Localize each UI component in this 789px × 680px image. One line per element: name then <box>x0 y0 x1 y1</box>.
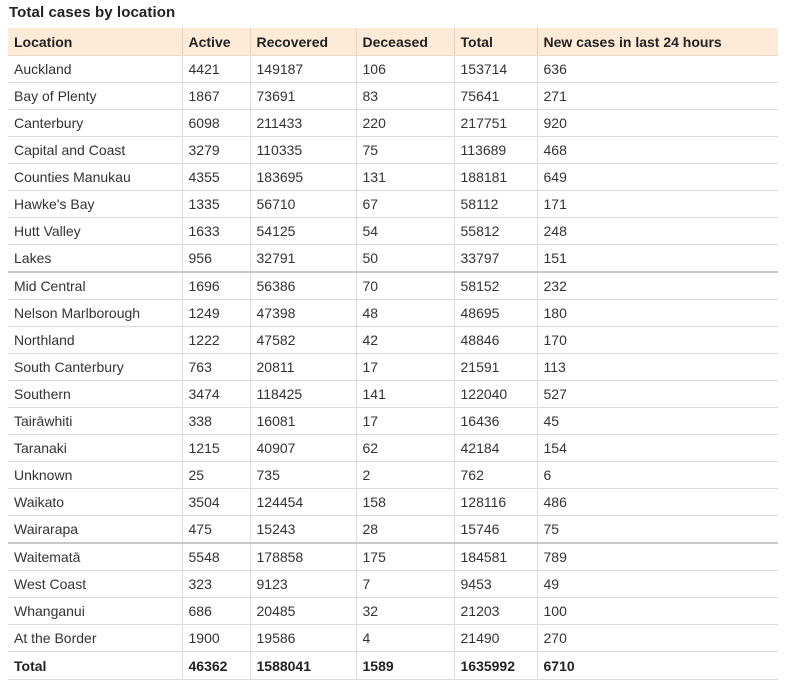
total-cell: 762 <box>454 462 537 489</box>
location-cell: Bay of Plenty <box>8 83 182 110</box>
total-cell: 16436 <box>454 408 537 435</box>
total-cell: 58152 <box>454 272 537 300</box>
active-cell: 1696 <box>182 272 250 300</box>
table-row <box>8 571 778 598</box>
location-cell: Lakes <box>8 245 182 273</box>
table-body <box>8 56 778 680</box>
active-cell: 323 <box>182 571 250 598</box>
header-row <box>8 28 778 56</box>
location-cell: Northland <box>8 327 182 354</box>
deceased-cell: 54 <box>356 218 454 245</box>
table-row <box>8 489 778 516</box>
active-cell: 1249 <box>182 300 250 327</box>
deceased-cell: 83 <box>356 83 454 110</box>
active-cell: 475 <box>182 516 250 544</box>
location-cell: Wairarapa <box>8 516 182 544</box>
total-cell: 122040 <box>454 381 537 408</box>
header-new-cases: New cases in last 24 hours <box>537 28 778 56</box>
deceased-cell: 131 <box>356 164 454 191</box>
total-recovered-cell: 1588041 <box>250 652 356 680</box>
new-cases-cell: 49 <box>537 571 778 598</box>
total-cell: 21203 <box>454 598 537 625</box>
new-cases-cell: 789 <box>537 543 778 571</box>
new-cases-cell: 636 <box>537 56 778 83</box>
total-active-cell: 46362 <box>182 652 250 680</box>
total-cell: 184581 <box>454 543 537 571</box>
deceased-cell: 220 <box>356 110 454 137</box>
recovered-cell: 124454 <box>250 489 356 516</box>
active-cell: 956 <box>182 245 250 273</box>
new-cases-cell: 170 <box>537 327 778 354</box>
recovered-cell: 211433 <box>250 110 356 137</box>
deceased-cell: 141 <box>356 381 454 408</box>
location-cell: Capital and Coast <box>8 137 182 164</box>
recovered-cell: 178858 <box>250 543 356 571</box>
deceased-cell: 42 <box>356 327 454 354</box>
table-row <box>8 408 778 435</box>
new-cases-cell: 151 <box>537 245 778 273</box>
total-cell: 15746 <box>454 516 537 544</box>
new-cases-cell: 6 <box>537 462 778 489</box>
new-cases-cell: 100 <box>537 598 778 625</box>
active-cell: 3474 <box>182 381 250 408</box>
table-row <box>8 83 778 110</box>
cases-table <box>8 28 778 680</box>
location-cell: Unknown <box>8 462 182 489</box>
location-cell: Tairāwhiti <box>8 408 182 435</box>
recovered-cell: 40907 <box>250 435 356 462</box>
table-row <box>8 625 778 652</box>
recovered-cell: 73691 <box>250 83 356 110</box>
deceased-cell: 62 <box>356 435 454 462</box>
table-row <box>8 543 778 571</box>
recovered-cell: 47582 <box>250 327 356 354</box>
deceased-cell: 75 <box>356 137 454 164</box>
deceased-cell: 4 <box>356 625 454 652</box>
table-row <box>8 516 778 544</box>
header-active: Active <box>182 28 250 56</box>
active-cell: 686 <box>182 598 250 625</box>
new-cases-cell: 468 <box>537 137 778 164</box>
location-cell: Auckland <box>8 56 182 83</box>
new-cases-cell: 270 <box>537 625 778 652</box>
total-cell: 153714 <box>454 56 537 83</box>
table-row <box>8 300 778 327</box>
active-cell: 4421 <box>182 56 250 83</box>
new-cases-cell: 154 <box>537 435 778 462</box>
new-cases-cell: 486 <box>537 489 778 516</box>
recovered-cell: 56386 <box>250 272 356 300</box>
location-cell: At the Border <box>8 625 182 652</box>
total-cell: 21591 <box>454 354 537 381</box>
new-cases-cell: 171 <box>537 191 778 218</box>
recovered-cell: 56710 <box>250 191 356 218</box>
table-row <box>8 435 778 462</box>
header-recovered: Recovered <box>250 28 356 56</box>
recovered-cell: 16081 <box>250 408 356 435</box>
table-row <box>8 462 778 489</box>
recovered-cell: 735 <box>250 462 356 489</box>
new-cases-cell: 232 <box>537 272 778 300</box>
deceased-cell: 175 <box>356 543 454 571</box>
recovered-cell: 9123 <box>250 571 356 598</box>
location-cell: Hawke's Bay <box>8 191 182 218</box>
location-cell: Counties Manukau <box>8 164 182 191</box>
table-row <box>8 381 778 408</box>
total-cell: 75641 <box>454 83 537 110</box>
recovered-cell: 54125 <box>250 218 356 245</box>
recovered-cell: 20485 <box>250 598 356 625</box>
total-cell: 9453 <box>454 571 537 598</box>
recovered-cell: 149187 <box>250 56 356 83</box>
active-cell: 1900 <box>182 625 250 652</box>
total-total-cell: 1635992 <box>454 652 537 680</box>
location-cell: Waikato <box>8 489 182 516</box>
active-cell: 6098 <box>182 110 250 137</box>
new-cases-cell: 271 <box>537 83 778 110</box>
new-cases-cell: 75 <box>537 516 778 544</box>
total-location-cell: Total <box>8 652 182 680</box>
new-cases-cell: 45 <box>537 408 778 435</box>
location-cell: Mid Central <box>8 272 182 300</box>
total-cell: 33797 <box>454 245 537 273</box>
new-cases-cell: 113 <box>537 354 778 381</box>
total-cell: 217751 <box>454 110 537 137</box>
location-cell: Waitematā <box>8 543 182 571</box>
location-cell: Hutt Valley <box>8 218 182 245</box>
active-cell: 338 <box>182 408 250 435</box>
new-cases-cell: 180 <box>537 300 778 327</box>
new-cases-cell: 527 <box>537 381 778 408</box>
deceased-cell: 50 <box>356 245 454 273</box>
deceased-cell: 17 <box>356 354 454 381</box>
table-row <box>8 272 778 300</box>
recovered-cell: 47398 <box>250 300 356 327</box>
new-cases-cell: 649 <box>537 164 778 191</box>
total-cell: 42184 <box>454 435 537 462</box>
total-cell: 128116 <box>454 489 537 516</box>
recovered-cell: 15243 <box>250 516 356 544</box>
total-row <box>8 652 778 680</box>
recovered-cell: 110335 <box>250 137 356 164</box>
total-cell: 113689 <box>454 137 537 164</box>
location-cell: Taranaki <box>8 435 182 462</box>
location-cell: Southern <box>8 381 182 408</box>
new-cases-cell: 920 <box>537 110 778 137</box>
active-cell: 1867 <box>182 83 250 110</box>
table-title: Total cases by location <box>9 4 176 21</box>
active-cell: 1222 <box>182 327 250 354</box>
total-cell: 188181 <box>454 164 537 191</box>
table-row <box>8 137 778 164</box>
table-row <box>8 218 778 245</box>
deceased-cell: 67 <box>356 191 454 218</box>
active-cell: 3504 <box>182 489 250 516</box>
recovered-cell: 32791 <box>250 245 356 273</box>
location-cell: Whanganui <box>8 598 182 625</box>
deceased-cell: 7 <box>356 571 454 598</box>
table-row <box>8 164 778 191</box>
deceased-cell: 32 <box>356 598 454 625</box>
deceased-cell: 2 <box>356 462 454 489</box>
active-cell: 1215 <box>182 435 250 462</box>
table-row <box>8 110 778 137</box>
active-cell: 4355 <box>182 164 250 191</box>
recovered-cell: 19586 <box>250 625 356 652</box>
new-cases-cell: 248 <box>537 218 778 245</box>
deceased-cell: 158 <box>356 489 454 516</box>
location-cell: West Coast <box>8 571 182 598</box>
total-cell: 48846 <box>454 327 537 354</box>
total-new-cases-cell: 6710 <box>537 652 778 680</box>
total-cell: 48695 <box>454 300 537 327</box>
active-cell: 1335 <box>182 191 250 218</box>
location-cell: Nelson Marlborough <box>8 300 182 327</box>
deceased-cell: 17 <box>356 408 454 435</box>
active-cell: 1633 <box>182 218 250 245</box>
total-cell: 55812 <box>454 218 537 245</box>
table-row <box>8 56 778 83</box>
location-cell: South Canterbury <box>8 354 182 381</box>
total-deceased-cell: 1589 <box>356 652 454 680</box>
total-cell: 21490 <box>454 625 537 652</box>
recovered-cell: 118425 <box>250 381 356 408</box>
total-cell: 58112 <box>454 191 537 218</box>
recovered-cell: 183695 <box>250 164 356 191</box>
location-cell: Canterbury <box>8 110 182 137</box>
header-deceased: Deceased <box>356 28 454 56</box>
active-cell: 3279 <box>182 137 250 164</box>
active-cell: 763 <box>182 354 250 381</box>
header-location: Location <box>8 28 182 56</box>
deceased-cell: 70 <box>356 272 454 300</box>
table-row <box>8 598 778 625</box>
deceased-cell: 48 <box>356 300 454 327</box>
active-cell: 5548 <box>182 543 250 571</box>
table-row <box>8 354 778 381</box>
table-row <box>8 327 778 354</box>
table-row <box>8 245 778 273</box>
deceased-cell: 106 <box>356 56 454 83</box>
table-row <box>8 191 778 218</box>
recovered-cell: 20811 <box>250 354 356 381</box>
deceased-cell: 28 <box>356 516 454 544</box>
header-total: Total <box>454 28 537 56</box>
active-cell: 25 <box>182 462 250 489</box>
